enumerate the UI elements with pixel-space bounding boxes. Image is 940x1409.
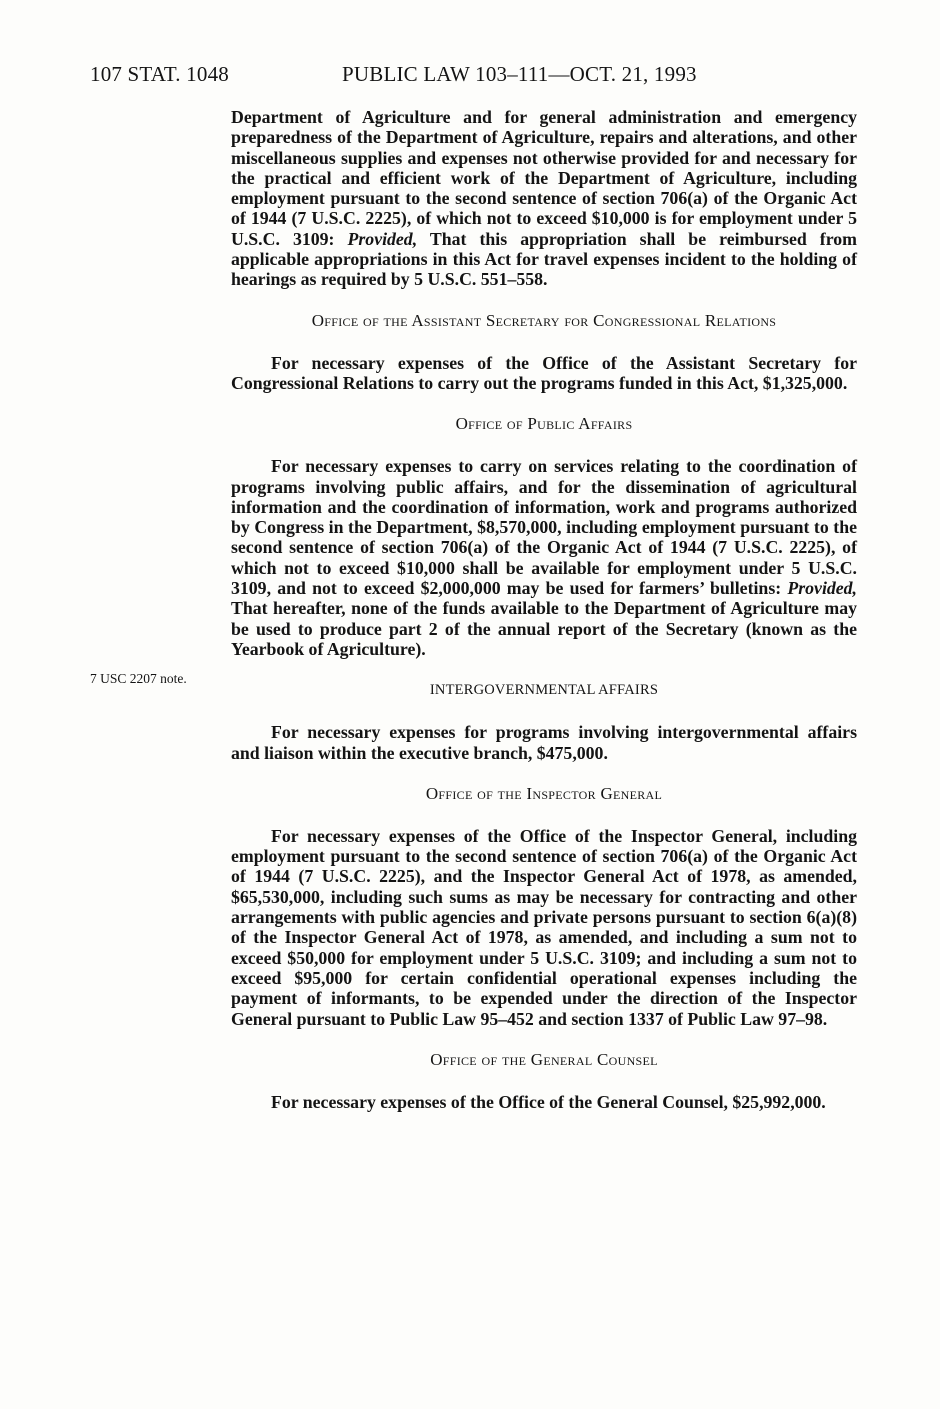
paragraph-congressional-relations: For necessary expenses of the Office of the Assistant Secretary for Congressional Relations to carry out the programs funded in this Act, $1,325,000.: [231, 352, 857, 393]
paragraph-public-affairs: [231, 456, 857, 659]
heading-congressional-relations: Office of the Assistant Secretary for Congressional Relations: [311, 310, 777, 330]
paragraph-general-counsel: For necessary expenses of the Office of the General Counsel, $25,992,000.: [271, 1091, 826, 1112]
intro-paragraph: [231, 107, 857, 290]
provided-italic: Provided,: [787, 578, 857, 599]
public-affairs-text-b: That hereafter, none of the funds available to the Department of Agriculture may be used to produce part 2 of the annual report of the Secretary (known as the Yearbook of Agriculture).: [231, 598, 857, 659]
intro-text-b: That this appropriation shall be reimbursed from applicable appropriations in this Act for travel expenses incident to the holding of hearings as required by 5 U.S.C. 551–558.: [231, 228, 857, 290]
document-body: [231, 107, 857, 1112]
paragraph-intergovernmental-affairs: For necessary expenses for programs involving intergovernmental affairs and liaison within the executive branch, $475,000.: [231, 722, 857, 763]
heading-public-affairs: Office of Public Affairs: [455, 414, 633, 434]
intro-text-a: Department of Agriculture and for general administration and emergency preparedness of the Department of Agriculture, repairs and alterations, and other miscellaneous supplies and expenses not otherwise provided for and necessary for the practical and efficient work of the Department of Agriculture, including employment pursuant to the second sentence of section 706(a) of the Organic Act of 1944 (7 U.S.C. 2225), of which not to exceed $10,000 is for employment under 5 U.S.C. 3109:: [231, 107, 857, 249]
paragraph-inspector-general: For necessary expenses of the Office of the Inspector General, including employment pursuant to the second sentence of section 706(a) of the Organic Act of 1944 (7 U.S.C. 2225), and the Inspector General Act of 1978, as amended, $65,530,000, including such sums as may be necessary for contracting and other arrangements with public agencies and private persons pursuant to section 6(a)(8) of the Inspector General Act of 1978, as amended, and including a sum not to exceed $50,000 for employment under 5 U.S.C. 3109; and including a sum not to exceed $95,000 for certain confidential operational expenses including the payment of informants, to be expended under the direction of the Inspector General pursuant to Public Law 95–452 and section 1337 of Public Law 97–98.: [231, 825, 857, 1029]
heading-intergovernmental-affairs: INTERGOVERNMENTAL AFFAIRS: [429, 682, 659, 699]
public-law-title: PUBLIC LAW 103–111—OCT. 21, 1993: [342, 62, 697, 86]
heading-inspector-general: Office of the Inspector General: [425, 783, 663, 803]
stat-page-number: 107 STAT. 1048: [90, 62, 229, 86]
public-affairs-text-a: For necessary expenses to carry on services relating to the coordination of programs involving public affairs, and for the dissemination of agricultural information and the coordination of information, work and programs authorized by Congress in the Department, $8,570,000, including employment pursuant to the second sentence of section 706(a) of the Organic Act of 1944 (7 U.S.C. 2225), of which not to exceed $10,000 shall be available for employment under 5 U.S.C. 3109, and not to exceed $2,000,000 may be used for farmers’ bulletins:: [231, 456, 857, 599]
margin-note: 7 USC 2207 note.: [90, 671, 187, 686]
heading-general-counsel: Office of the General Counsel: [430, 1049, 658, 1069]
provided-italic: Provided,: [347, 228, 418, 249]
